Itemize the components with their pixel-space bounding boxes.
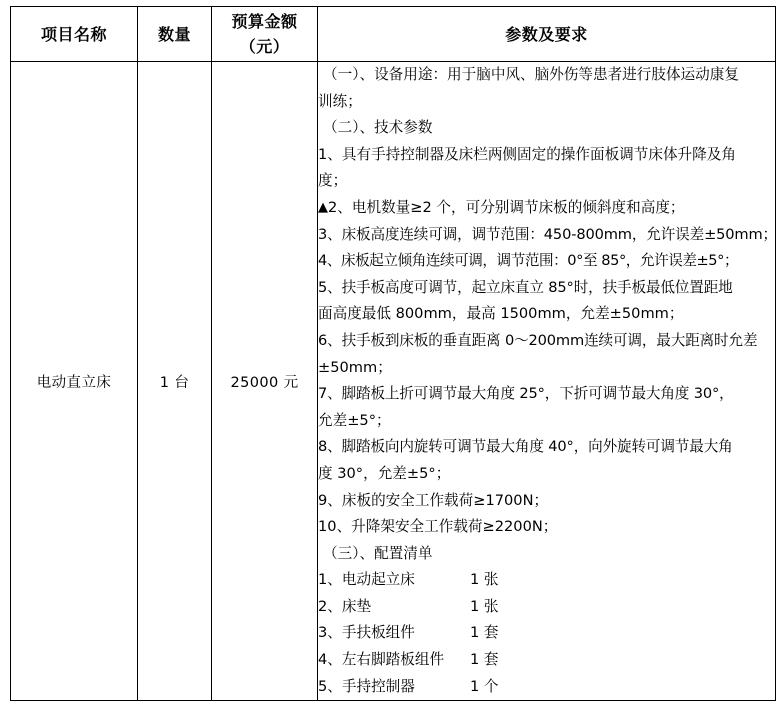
spec-line: ±50mm；: [318, 358, 392, 376]
spec-line: 训练；: [318, 92, 362, 110]
spec-line: 9、床板的安全工作载荷≥1700N；: [318, 491, 549, 509]
config-item-label: 4、左右脚踏板组件: [318, 651, 445, 669]
config-list-item: [318, 647, 775, 674]
column-header-budget-unit: （元）: [239, 37, 290, 56]
spec-line: （三）、配置清单: [323, 544, 433, 562]
cell-budget: 25000 元: [212, 62, 318, 701]
config-item-label: 2、床垫: [318, 597, 372, 615]
config-list-item: [318, 620, 775, 647]
spec-line: 6、扶手板到床板的垂直距离 0～200mm连续可调，最大距离时允差: [318, 331, 758, 349]
column-header-quantity-label: 数量: [157, 24, 191, 44]
column-header-budget-label: 预算金额: [231, 12, 298, 31]
spec-line: 8、脚踏板向内旋转可调节最大角度 40°，向外旋转可调节最大角: [318, 438, 733, 456]
specifications-body: [318, 62, 775, 700]
spec-line: 5、扶手板高度可调节，起立床直立 85°时，扶手板最低位置距地: [318, 278, 733, 296]
cell-item-name: 电动直立床: [11, 62, 138, 701]
spec-line: 1、具有手持控制器及床栏两侧固定的操作面板调节床体升降及角: [318, 145, 736, 163]
config-item-label: 3、手扶板组件: [318, 624, 415, 642]
column-header-item-name: [11, 7, 138, 62]
config-item-quantity: 1 套: [470, 624, 499, 642]
column-header-quantity: [138, 7, 212, 62]
config-item-label: 5、手持控制器: [318, 677, 415, 695]
config-item-quantity: 1 张: [470, 597, 499, 615]
config-item-label: 1、电动起立床: [318, 571, 415, 589]
column-header-budget: [212, 7, 318, 62]
spec-line: （一）、设备用途：用于脑中风、脑外伤等患者进行肢体运动康复: [323, 66, 739, 83]
column-header-specs-label: 参数及要求: [505, 24, 588, 44]
config-list-item: [318, 674, 775, 701]
column-header-item-name-label: 项目名称: [40, 24, 107, 44]
config-item-quantity: 1 套: [470, 651, 499, 669]
spec-line: 7、脚踏板上折可调节最大角度 25°，下折可调节最大角度 30°，: [318, 385, 734, 403]
spec-line: 3、床板高度连续可调，调节范围：450-800mm，允许误差±50mm；: [318, 225, 777, 243]
spec-line: 10、升降架安全工作载荷≥2200N；: [318, 518, 558, 536]
spec-line: 4、床板起立倾角连续可调，调节范围：0°至 85°，允许误差±5°；: [318, 252, 739, 270]
spec-line: 允差±5°；: [318, 411, 391, 429]
table-header-row: [11, 7, 776, 62]
spec-line: 面高度最低 800mm，最高 1500mm，允差±50mm；: [318, 305, 684, 323]
table-row: [11, 62, 776, 701]
config-list-item: [318, 567, 775, 594]
cell-quantity: 1 台: [138, 62, 212, 701]
spec-line: 度 30°，允差±5°；: [318, 464, 451, 482]
key-requirement-triangle-icon: ▲: [318, 199, 328, 215]
config-item-quantity: 1 个: [470, 677, 499, 695]
spec-line: ▲2、电机数量≥2 个，可分别调节床板的倾斜度和高度；: [318, 198, 685, 216]
spec-line: （二）、技术参数: [323, 119, 433, 137]
config-item-quantity: 1 张: [470, 571, 499, 589]
cell-specifications: [318, 62, 776, 701]
equipment-spec-table: [10, 6, 776, 701]
column-header-specs: [318, 7, 776, 62]
config-list-item: [318, 594, 775, 621]
spec-line: 度；: [318, 172, 348, 190]
